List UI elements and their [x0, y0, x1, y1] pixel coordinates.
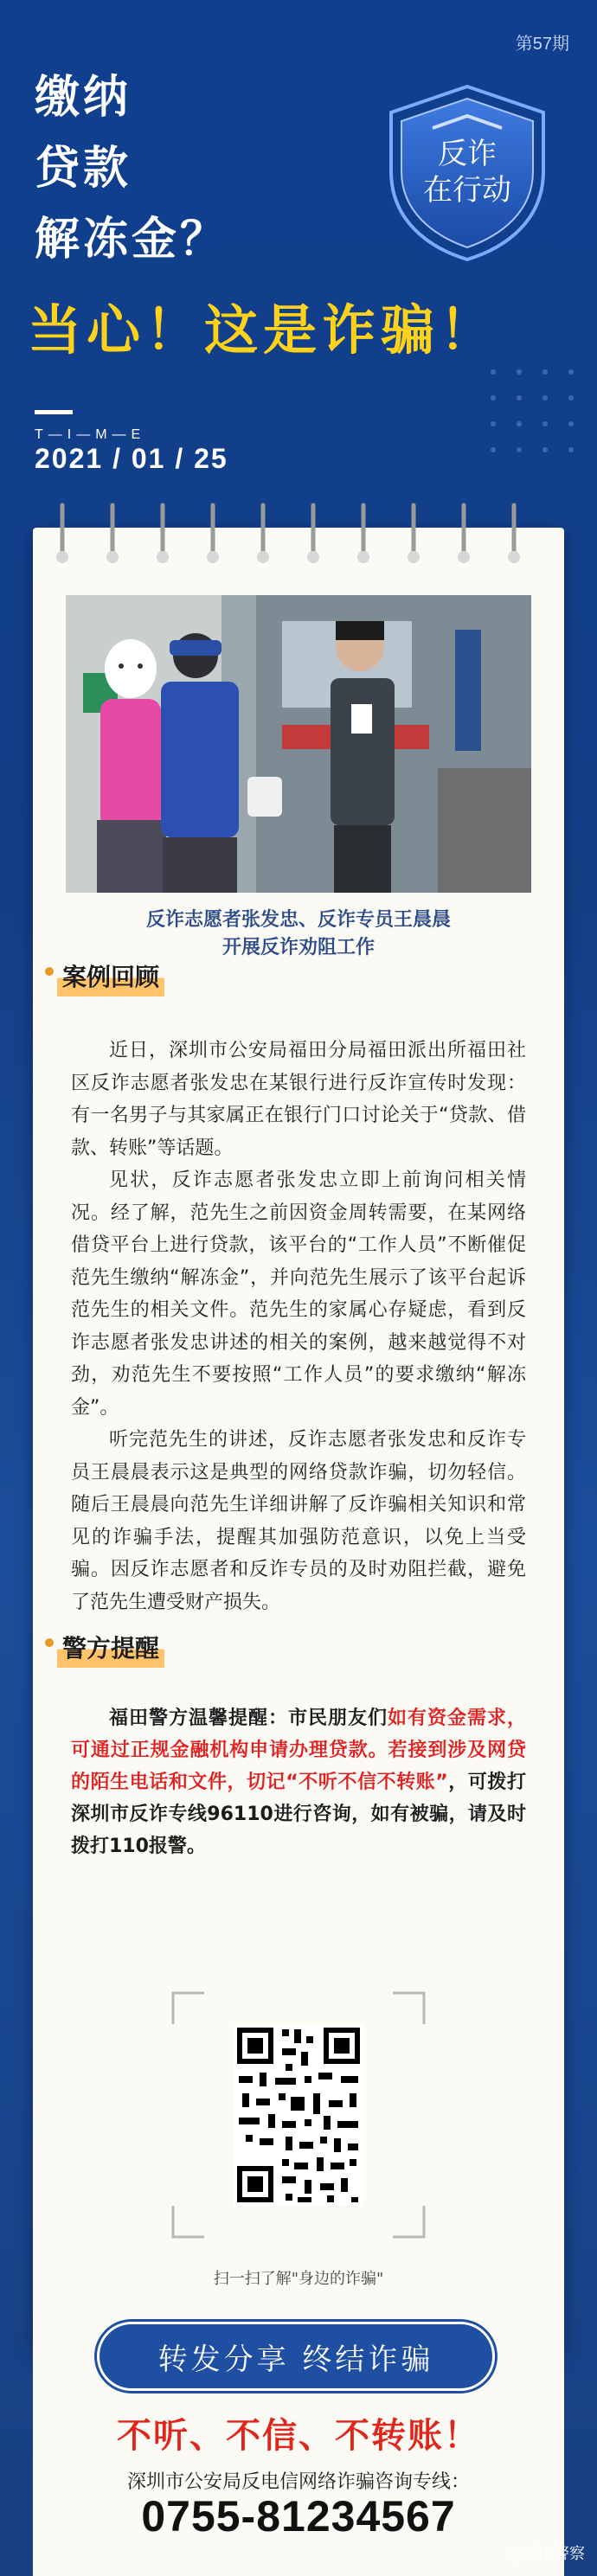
photo-caption [33, 907, 564, 962]
photo-illustration [66, 595, 531, 893]
weibo-watermark: @福田警察 [507, 2545, 585, 2563]
slogan-text: 不听、不信、不转账！ [117, 2416, 480, 2456]
content-card [33, 528, 564, 2353]
title-line-1: 缴纳 [35, 72, 132, 124]
case-photo [66, 595, 531, 893]
reminder-hotline: ，可拨打深圳市反诈专线96110进行咨询，如有被骗，请及时拨打110报警。 [71, 1772, 526, 1857]
share-button[interactable]: 转发分享 终结诈骗 [97, 2322, 495, 2391]
case-paragraph-2: 见状，反诈志愿者张发忠立即上前询问相关情况。经了解，范先生之前因资金周转需要，在某网络借贷平台上进行贷款，该平台的“工作人员”不断催促范先生缴纳“解冻金”，并向范先生展示了该平台起诉范先生的相关文件。范先生的家属心存疑虑，看到反诈志愿者张发忠讲述的相关的案例，越来越觉得不对劲，劝范先生不要按照“工作人员”的要求缴纳“解冻金”。 [71, 1169, 526, 1419]
date-divider [35, 410, 73, 414]
case-paragraph-3: 听完范先生的讲述，反诈志愿者张发忠和反诈专员王晨晨表示这是典型的网络贷款诈骗，切勿轻信。随后王晨晨向范先生详细讲解了反诈骗相关知识和常见的诈骗手法，提醒其加强防范意识，以免上当受骗。因反诈志愿者和反诈专员的及时劝阻拦截，避免了范先生遭受财产损失。 [71, 1429, 526, 1613]
poster-header [0, 0, 597, 502]
qr-code-icon[interactable] [234, 2024, 363, 2206]
title-line-2: 贷款 [35, 143, 132, 195]
decorative-dots [485, 363, 588, 493]
qr-scan-hint: 扫一扫了解"身边的诈骗" [213, 2270, 384, 2288]
photo-caption-line-1: 反诈志愿者张发忠、反诈专员王晨晨 [145, 909, 451, 931]
case-review-body [71, 1035, 526, 1618]
reminder-intro: 福田警方温馨提醒：市民朋友们 [109, 1708, 388, 1729]
section-title-police-reminder: 警方提醒 [57, 1626, 164, 1668]
case-paragraph-1: 近日，深圳市公安局福田分局福田派出所福田社区反诈志愿者张发忠在某银行进行反诈宣传时发现：有一名男子与其家属正在银行门口讨论关于“贷款、借款、转账”等话题。 [71, 1040, 526, 1159]
time-label: T—I—M—E [35, 427, 146, 442]
publish-date: 2021 / 01 / 25 [35, 443, 228, 474]
badge-line-2: 在行动 [423, 173, 511, 208]
issue-number: 第57期 [515, 35, 569, 54]
section-marker [45, 967, 54, 976]
notebook-rings-icon [33, 497, 564, 574]
section-title-case-review: 案例回顾 [57, 955, 164, 996]
hotline-label: 深圳市公安局反电信网络诈骗咨询专线： [126, 2471, 470, 2493]
headline-warning: 当心！这是诈骗！ [28, 298, 499, 362]
hotline-number[interactable]: 0755-81234567 [141, 2492, 456, 2541]
title-line-3: 解冻金？ [35, 214, 229, 266]
reminder-warning: 如有资金需求，可通过正规金融机构申请办理贷款。若接到涉及网贷的陌生电话和文件，切记“不听不信不转账” [71, 1708, 526, 1793]
badge-line-1: 反诈 [438, 137, 497, 171]
police-reminder-text [71, 1702, 526, 1862]
photo-caption-line-2: 开展反诈劝阻工作 [221, 937, 375, 958]
section-marker [45, 1638, 54, 1647]
